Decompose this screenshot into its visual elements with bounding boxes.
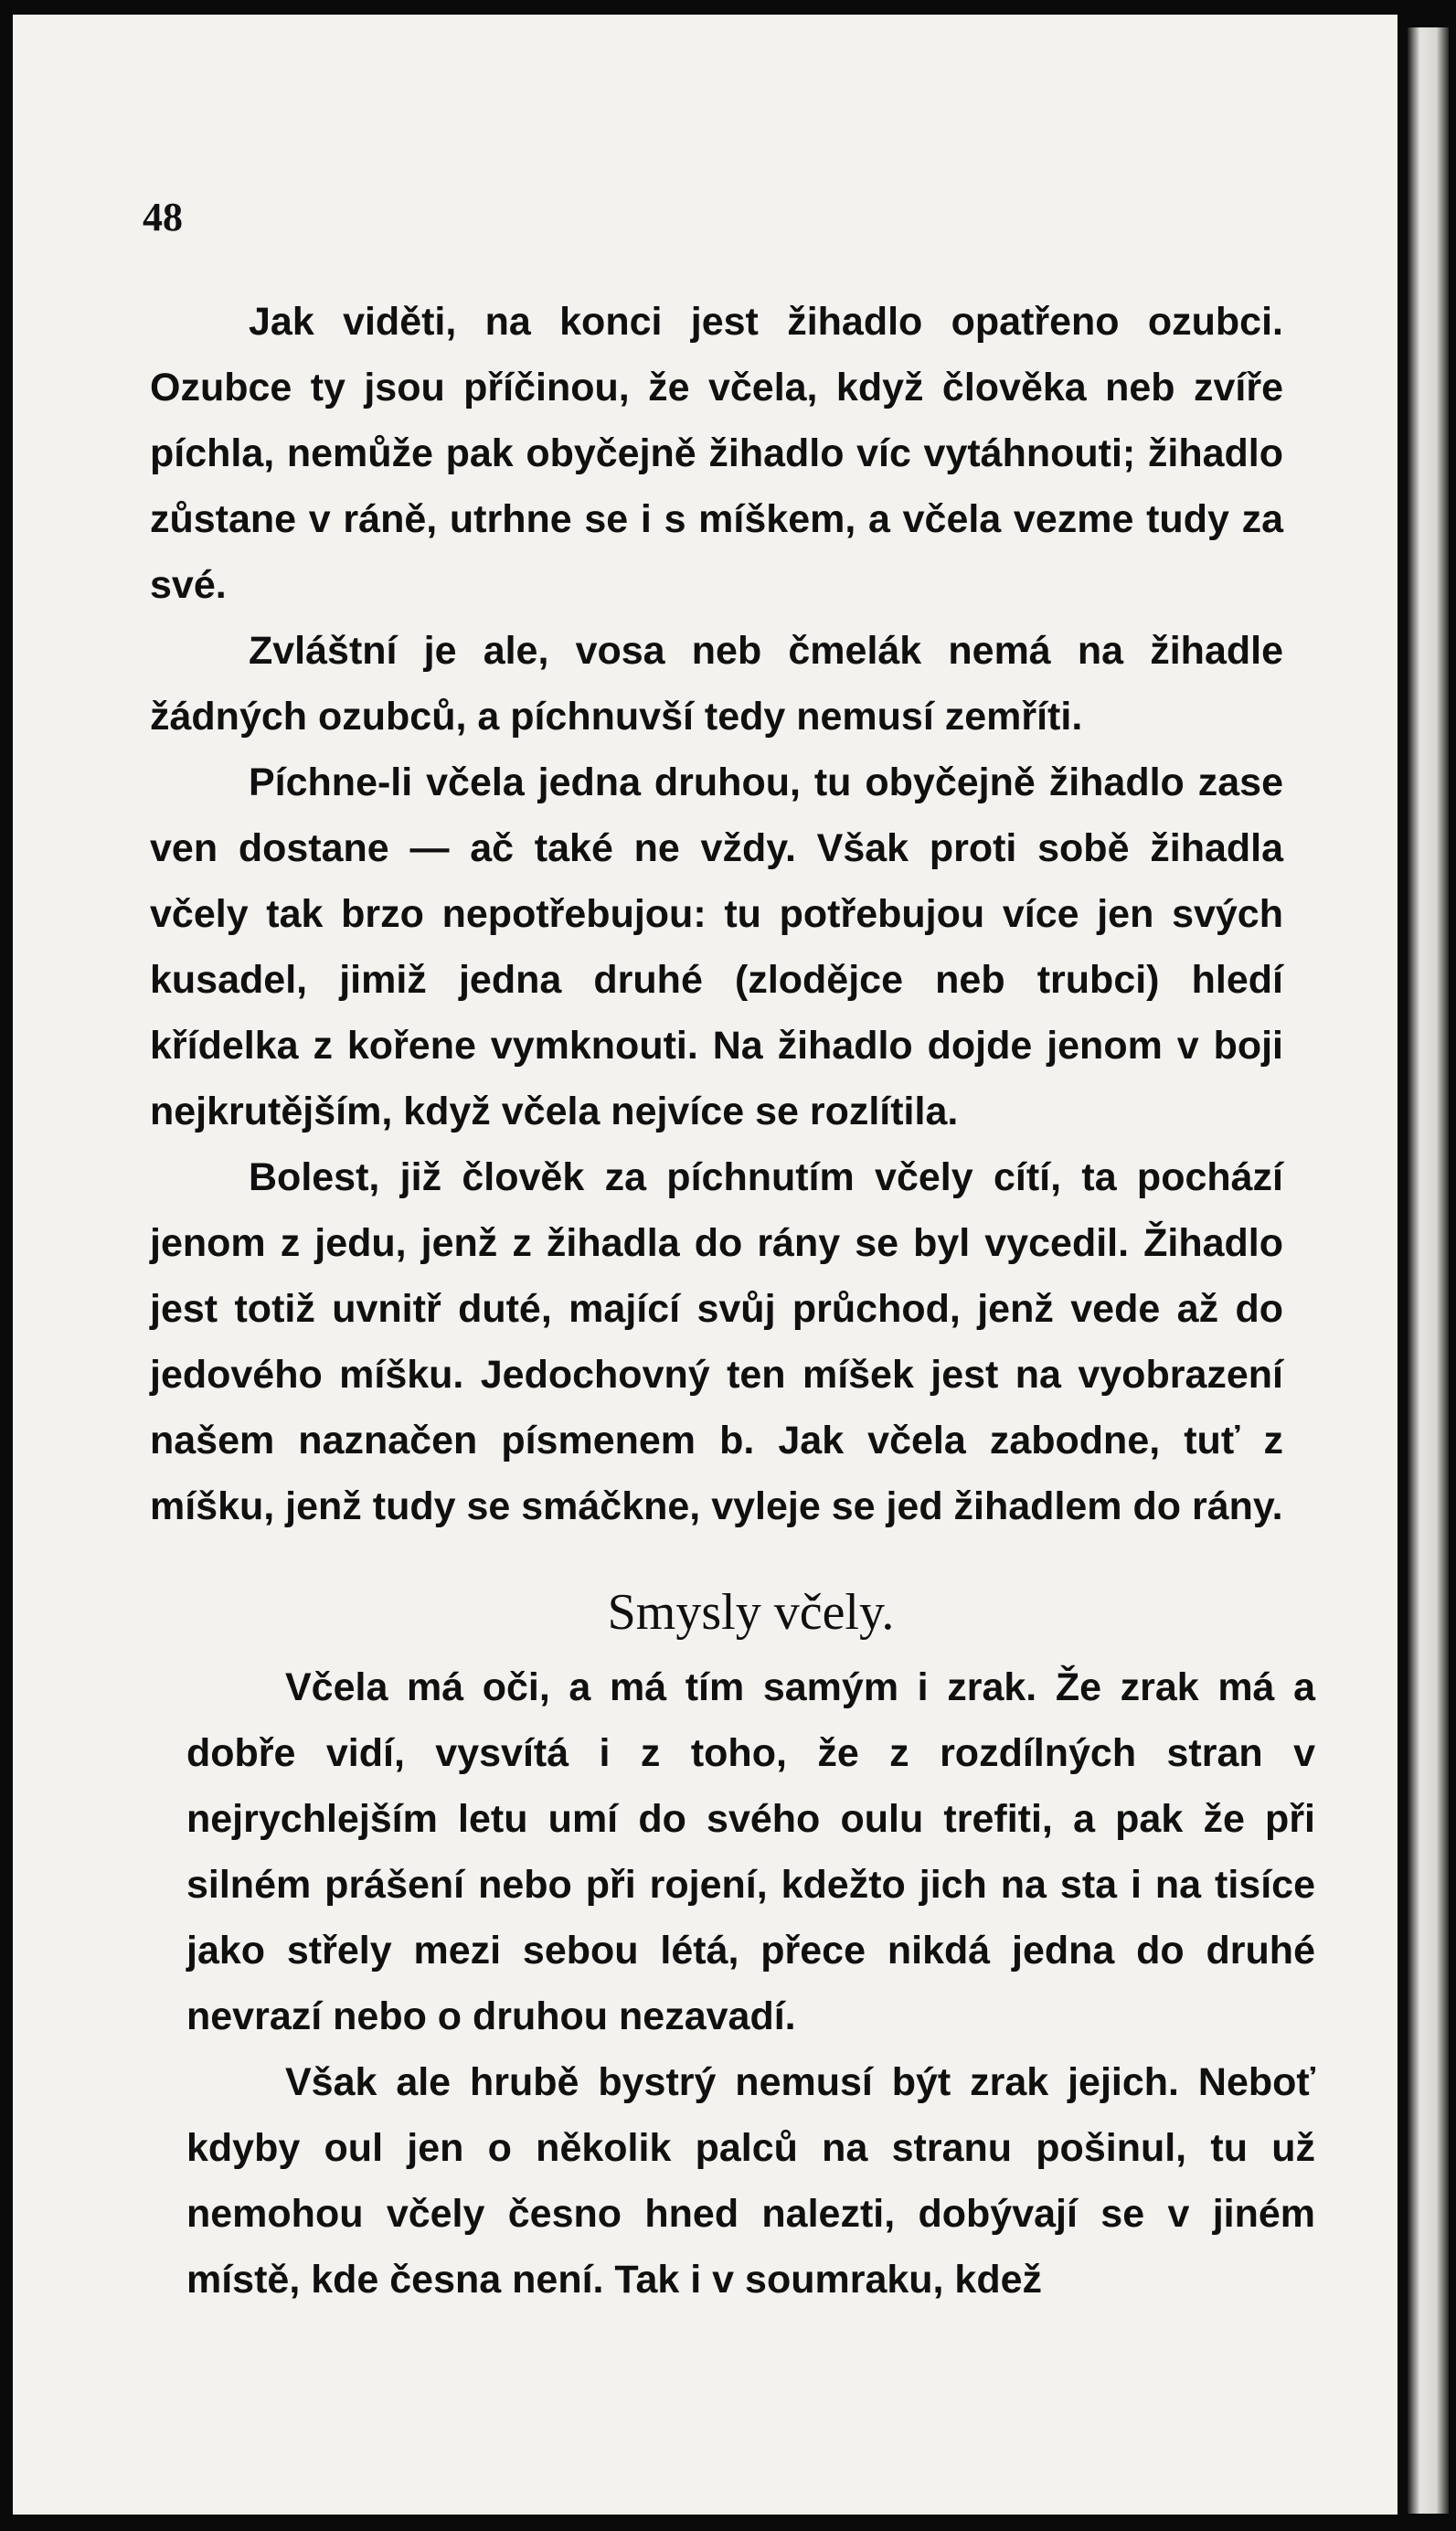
adjacent-page-edge — [1408, 27, 1449, 2514]
paragraph-3: Píchne-li včela jedna druhou, tu obyčejně žihadlo zase ven dostane — ač také ne vždy. Však proti sobě žihadla včely tak brzo nepotřebujou: tu potřebujou více jen svých kusadel, jimiž jedna druhé (zlodějce neb trubci) hledí křídelka z kořene vymknouti. Na žihadlo dojde jenom v boji nejkrutějším, když včela nejvíce se rozlítila. — [150, 760, 1283, 1133]
book-page — [13, 15, 1398, 2515]
paragraph-2: Zvláštní je ale, vosa neb čmelák nemá na žihadle žádných ozubců, a píchnuvší tedy nemusí zemříti. — [150, 629, 1283, 739]
text-block-bottom — [186, 1550, 1315, 2313]
paragraph-5: Včela má oči, a má tím samým i zrak. Že zrak má a dobře vidí, vysvítá i z toho, že z rozdílných stran v nejrychlejším letu umí do svého oulu trefiti, a pak že při silném prášení nebo při rojení, kdežto jich na sta i na tisíce jako střely mezi sebou létá, přece nikdá jedna do druhé nevrazí nebo o druhou nezavadí. — [186, 1665, 1315, 2038]
text-block-top — [150, 289, 1283, 1539]
paragraph-1: Jak viděti, na konci jest žihadlo opatřeno ozubci. Ozubce ty jsou příčinou, že včela, když člověka neb zvíře píchla, nemůže pak obyčejně žihadlo víc vytáhnouti; žihadlo zůstane v ráně, utrhne se i s míškem, a včela vezme tudy za své. — [150, 300, 1283, 607]
page-number: 48 — [143, 195, 183, 239]
section-heading: Smysly včely. — [607, 1584, 895, 1641]
paragraph-4: Bolest, již člověk za píchnutím včely cítí, ta pochází jenom z jedu, jenž z žihadla do rány se byl vycedil. Žihadlo jest totiž uvnitř duté, mající svůj průchod, jenž vede až do jedového míšku. Jedochovný ten míšek jest na vyobrazení našem naznačen písmenem b. Jak včela zabodne, tuť z míšku, jenž tudy se smáčkne, vyleje se jed žihadlem do rány. — [150, 1155, 1283, 1528]
paragraph-6: Však ale hrubě bystrý nemusí být zrak jejich. Neboť kdyby oul jen o několik palců na stranu pošinul, tu už nemohou včely česno hned nalezti, dobývají se v jiném místě, kde česna není. Tak i v soumraku, kdež — [186, 2060, 1315, 2302]
